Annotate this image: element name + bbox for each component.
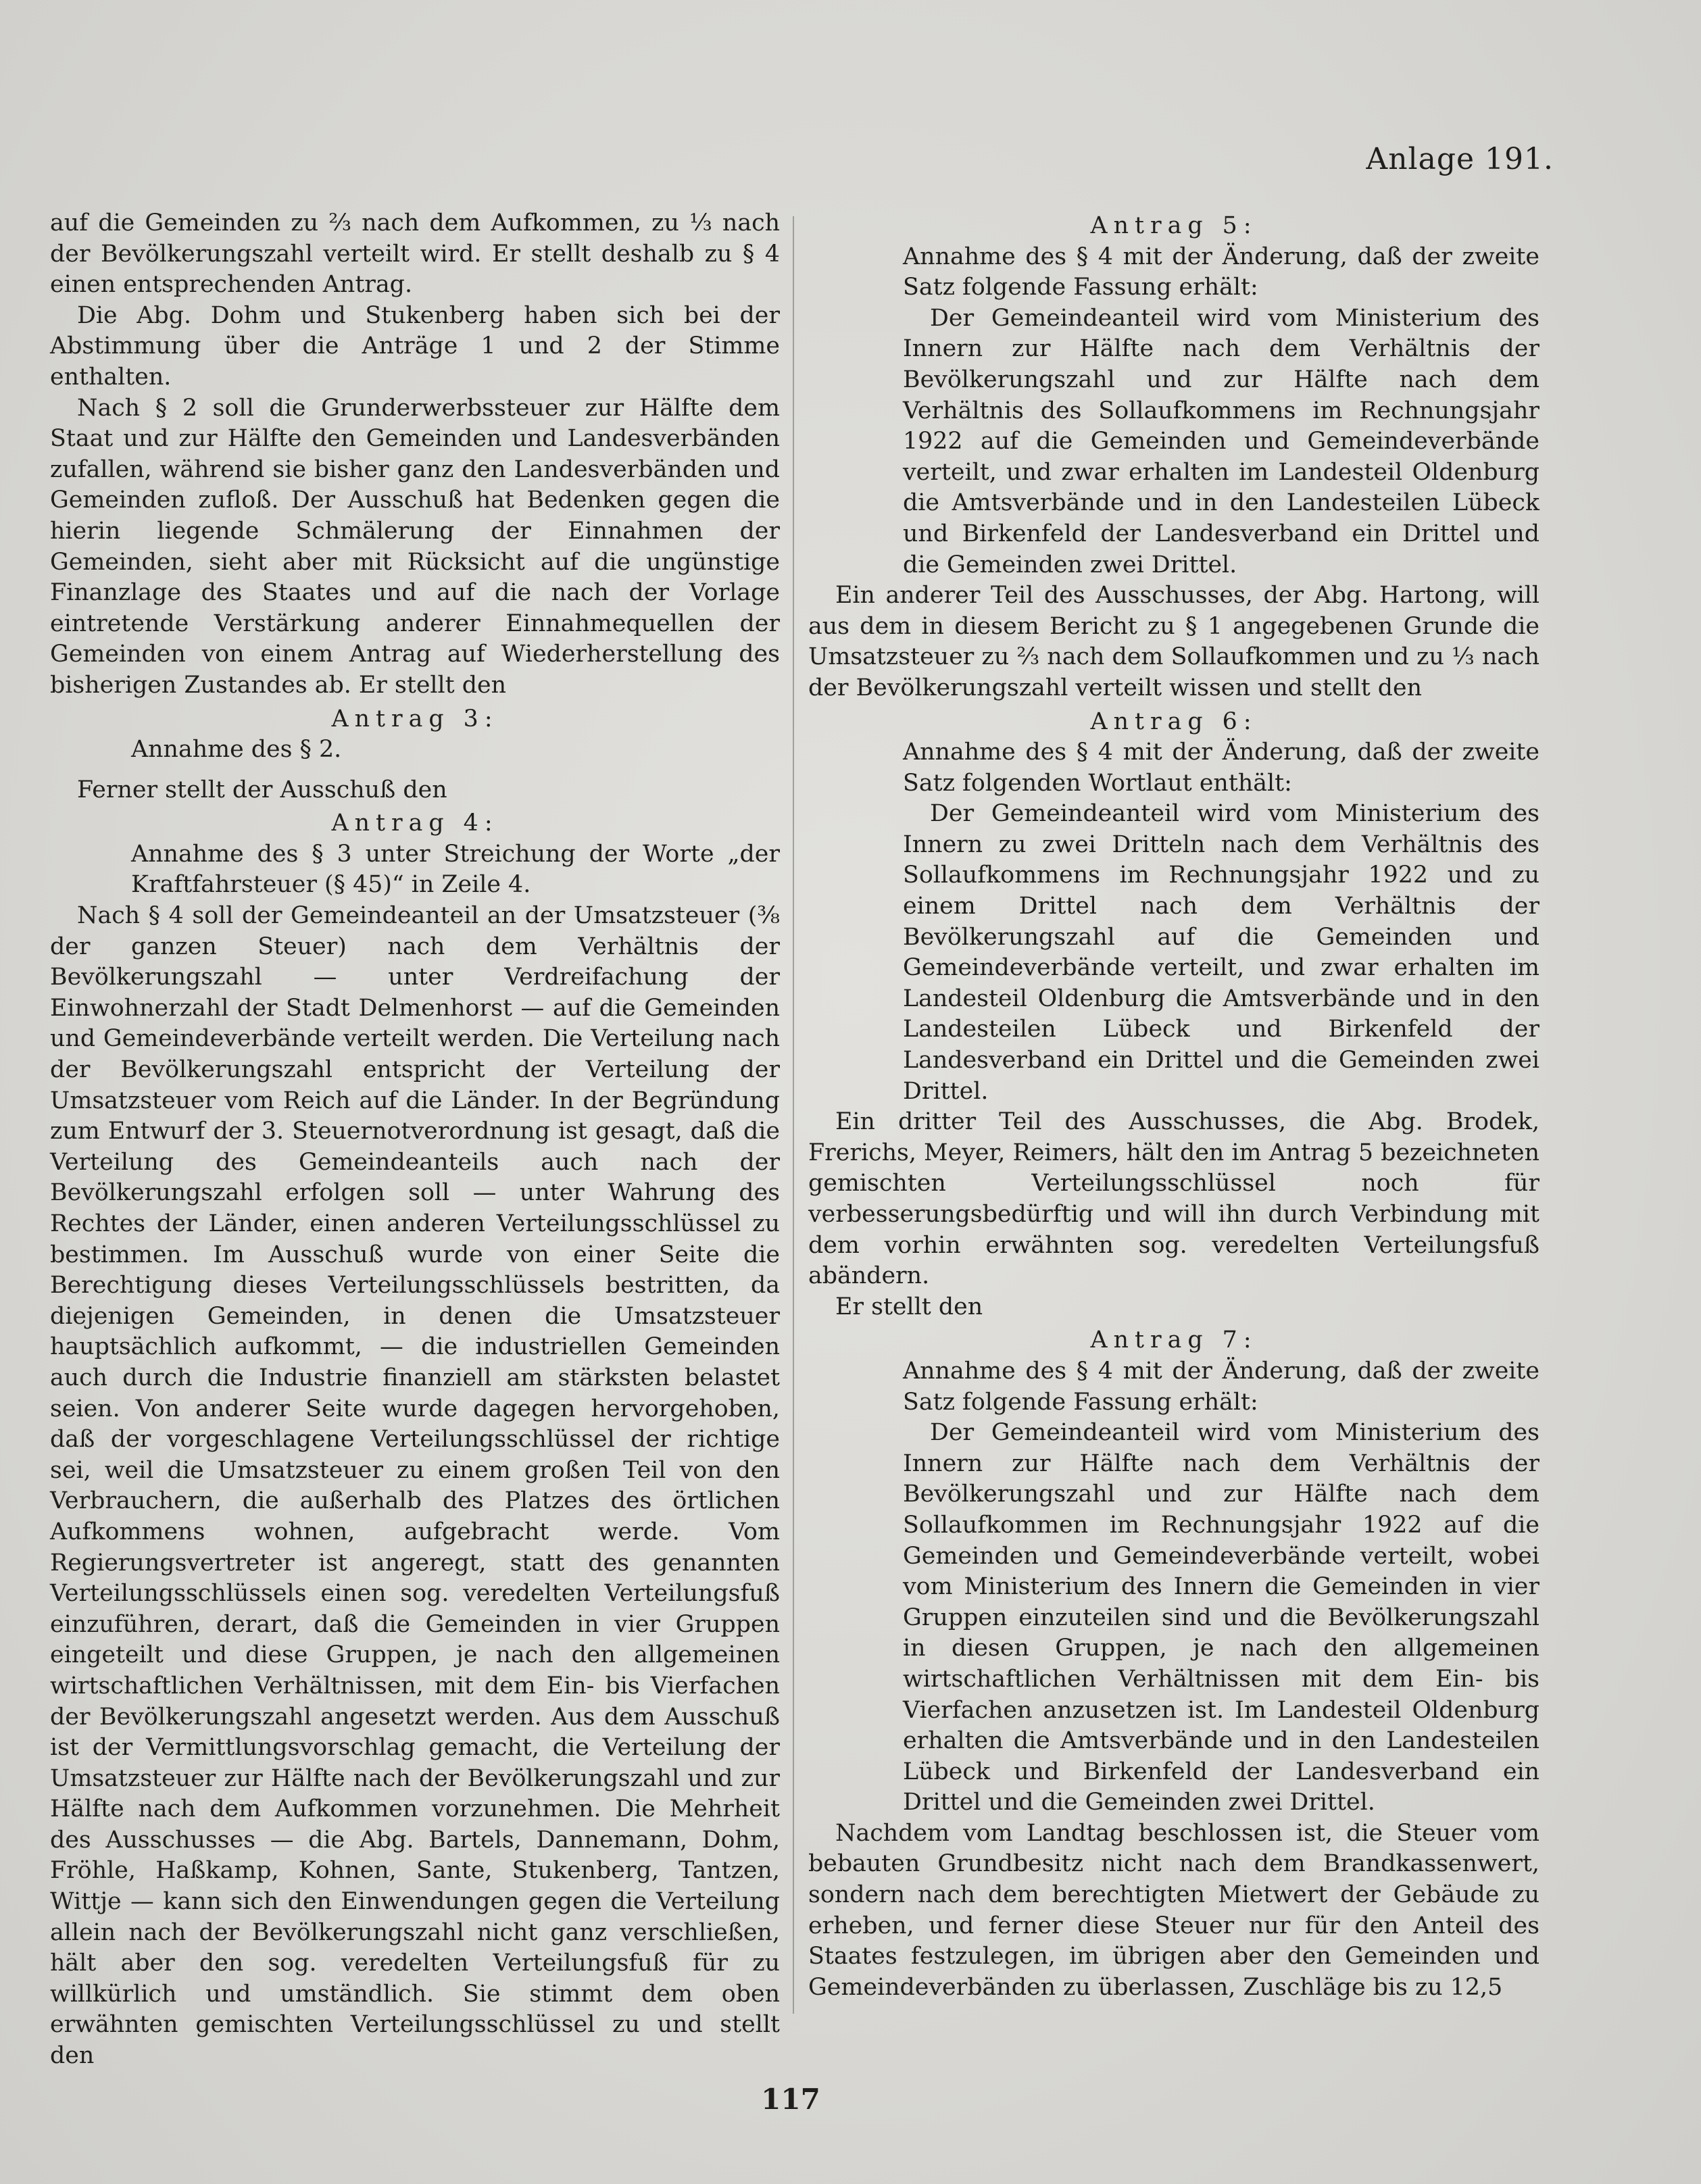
motion-heading: Antrag 7: (1090, 1326, 1258, 1354)
motion-text: Annahme des § 4 mit der Änderung, daß der zweite Satz folgende Fassung erhält: (903, 1357, 1539, 1416)
spacer (50, 766, 780, 775)
appendix-label: Anlage 191. (1366, 142, 1554, 176)
paragraph: Ferner stellt der Ausschuß den (77, 776, 447, 803)
motion-heading: Antrag 3: (331, 705, 499, 733)
motion-heading: Antrag 5: (1090, 212, 1258, 239)
paragraph: Nachdem vom Landtag beschlossen ist, die Steuer vom bebauten Grundbesitz nicht nach dem Brandkassenwert, sondern nach dem berechtigten Mietwert der Gebäude zu erheben, und ferner diese Steuer nur für den Anteil des Staates festzulegen, im übrigen aber den Gemeinden und Gemeindeverbänden zu überlassen, Zuschläge bis zu 12,5 (808, 1819, 1539, 2001)
paragraph: Nach § 4 soll der Gemeindeanteil an der Umsatzsteuer (⅜ der ganzen Steuer) nach dem Verhältnis der Bevölkerungszahl — unter Verdreifachung der Einwohnerzahl der Stadt Delmenhorst — auf die Gemeinden und Gemeindeverbände verteilt werden. Die Verteilung nach der Bevölkerungszahl entspricht der Verteilung der Umsatzsteuer vom Reich auf die Länder. In der Begründung zum Entwurf der 3. Steuernotverordnung ist gesagt, daß die Verteilung des Gemeindeanteils auch nach der Bevölkerungszahl erfolgen soll — unter Wahrung des Rechtes der Länder, einen anderen Verteilungsschlüssel zu bestimmen. Im Ausschuß wurde von einer Seite die Berechtigung dieses Verteilungsschlüssels bestritten, da diejenigen Gemeinden, in denen die Umsatzsteuer hauptsächlich aufkommt, — die industriellen Gemeinden auch durch die Industrie finanziell am stärksten belastet seien. Von anderer Seite wurde dagegen hervorgehoben, daß der vorgeschlagene Verteilungsschlüssel der richtige sei, weil die Umsatzsteuer zu einem großen Teil von den Verbrauchern, die außerhalb des Platzes des örtlichen Aufkommens wohnen, aufgebracht werde. Vom Regierungsvertreter ist angeregt, statt des genannten Verteilungsschlüssels einen sog. veredelten Verteilungsfuß einzuführen, derart, daß die Gemeinden in vier Gruppen eingeteilt und diese Gruppen, je nach den allgemeinen wirtschaftlichen Verhältnissen, mit dem Ein- bis Vierfachen der Bevölkerungszahl angesetzt werden. Aus dem Ausschuß ist der Vermittlungsvorschlag gemacht, die Verteilung der Umsatzsteuer zur Hälfte nach der Bevölkerungszahl und zur Hälfte nach dem Aufkommen vorzunehmen. Die Mehrheit des Ausschusses — die Abg. Bartels, Dannemann, Dohm, Fröhle, Haßkamp, Kohnen, Sante, Stukenberg, Tantzen, Wittje — kann sich den Einwendungen gegen die Verteilung allein nach der Bevölkerungszahl nicht ganz verschließen, hält aber den sog. veredelten Verteilungsfuß für zu willkürlich und umständlich. Sie stimmt dem oben erwähnten gemischten Verteilungsschlüssel zu und stellt den (50, 902, 780, 2070)
motion-quote: Der Gemeindeanteil wird vom Ministerium des Innern zu zwei Dritteln nach dem Verhältnis des Sollaufkommens im Rechnungsjahr 1922 und zu einem Drittel nach dem Verhältnis der Bevölkerungszahl auf die Gemeinden und Gemeindeverbände verteilt, und zwar erhalten im Landesteil Oldenburg die Amtsverbände und in den Landesteilen Lübeck und Birkenfeld der Landesverband ein Drittel und die Gemeinden zwei Drittel. (903, 800, 1539, 1105)
motion-text: Annahme des § 4 mit der Änderung, daß der zweite Satz folgenden Wortlaut enthält: (903, 739, 1539, 797)
column-divider (793, 216, 794, 2014)
paragraph: auf die Gemeinden zu ⅔ nach dem Aufkommen, zu ⅓ nach der Bevölkerungszahl verteilt wird. Er stellt deshalb zu § 4 einen entsprechenden Antrag. (50, 209, 780, 299)
left-column (50, 208, 780, 2072)
motion-text: Annahme des § 3 unter Streichung der Worte „der Kraftfahrsteuer (§ 45)“ in Zeile 4. (131, 840, 780, 899)
paragraph: Nach § 2 soll die Grunderwerbssteuer zur Hälfte dem Staat und zur Hälfte den Gemeinden und Landesverbänden zufallen, während sie bisher ganz den Landesverbänden und Gemeinden zufloß. Der Ausschuß hat Bedenken gegen die hierin liegende Schmälerung der Einnahmen der Gemeinden, sieht aber mit Rücksicht auf die ungünstige Finanzlage des Staates und auf die nach der Vorlage eintretende Verstärkung anderer Einnahmequellen der Gemeinden von einem Antrag auf Wiederherstellung des bisherigen Zustandes ab. Er stellt den (50, 394, 780, 699)
paragraph: Ein dritter Teil des Ausschusses, die Abg. Brodek, Frerichs, Meyer, Reimers, hält den im Antrag 5 bezeichneten gemischten Verteilungsschlüssel noch für verbesserungsbedürftig und will ihn durch Verbindung mit dem vorhin erwähnten sog. veredelten Verteilungsfuß abändern. (808, 1108, 1539, 1290)
motion-text: Annahme des § 4 mit der Änderung, daß der zweite Satz folgende Fassung erhält: (903, 243, 1539, 301)
motion-heading: Antrag 6: (1090, 708, 1258, 735)
page-number: 117 (761, 2083, 820, 2116)
paragraph: Die Abg. Dohm und Stukenberg haben sich bei der Abstimmung über die Anträge 1 und 2 der Stimme enthalten. (50, 301, 780, 391)
right-column (808, 208, 1539, 2003)
paragraph: Er stellt den (835, 1293, 983, 1320)
paragraph: Ein anderer Teil des Ausschusses, der Abg. Hartong, will aus dem in diesem Bericht zu § 1 angegebenen Grunde die Umsatzsteuer zu ⅔ nach dem Sollaufkommen und zu ⅓ nach der Bevölkerungszahl verteilt wissen und stellt den (808, 582, 1539, 701)
motion-text: Annahme des § 2. (131, 736, 342, 764)
motion-heading: Antrag 4: (331, 810, 499, 837)
motion-quote: Der Gemeindeanteil wird vom Ministerium des Innern zur Hälfte nach dem Verhältnis der Bevölkerungszahl und zur Hälfte nach dem Verhältnis des Sollaufkommens im Rechnungsjahr 1922 auf die Gemeinden und Gemeindeverbände verteilt, und zwar erhalten im Landesteil Oldenburg die Amtsverbände und in den Landesteilen Lübeck und Birkenfeld der Landesverband ein Drittel und die Gemeinden zwei Drittel. (903, 304, 1539, 578)
motion-quote: Der Gemeindeanteil wird vom Ministerium des Innern zur Hälfte nach dem Verhältnis der Bevölkerungszahl und zur Hälfte nach dem Sollaufkommen im Rechnungsjahr 1922 auf die Gemeinden und Gemeindeverbände verteilt, wobei vom Ministerium des Innern die Gemeinden in vier Gruppen einzuteilen sind und die Bevölkerungszahl in diesen Gruppen, je nach den allgemeinen wirtschaftlichen Verhältnissen mit dem Ein- bis Vierfachen anzusetzen ist. Im Landesteil Oldenburg erhalten die Amtsverbände und in den Landesteilen Lübeck und Birkenfeld der Landesverband ein Drittel und die Gemeinden zwei Drittel. (903, 1419, 1539, 1816)
